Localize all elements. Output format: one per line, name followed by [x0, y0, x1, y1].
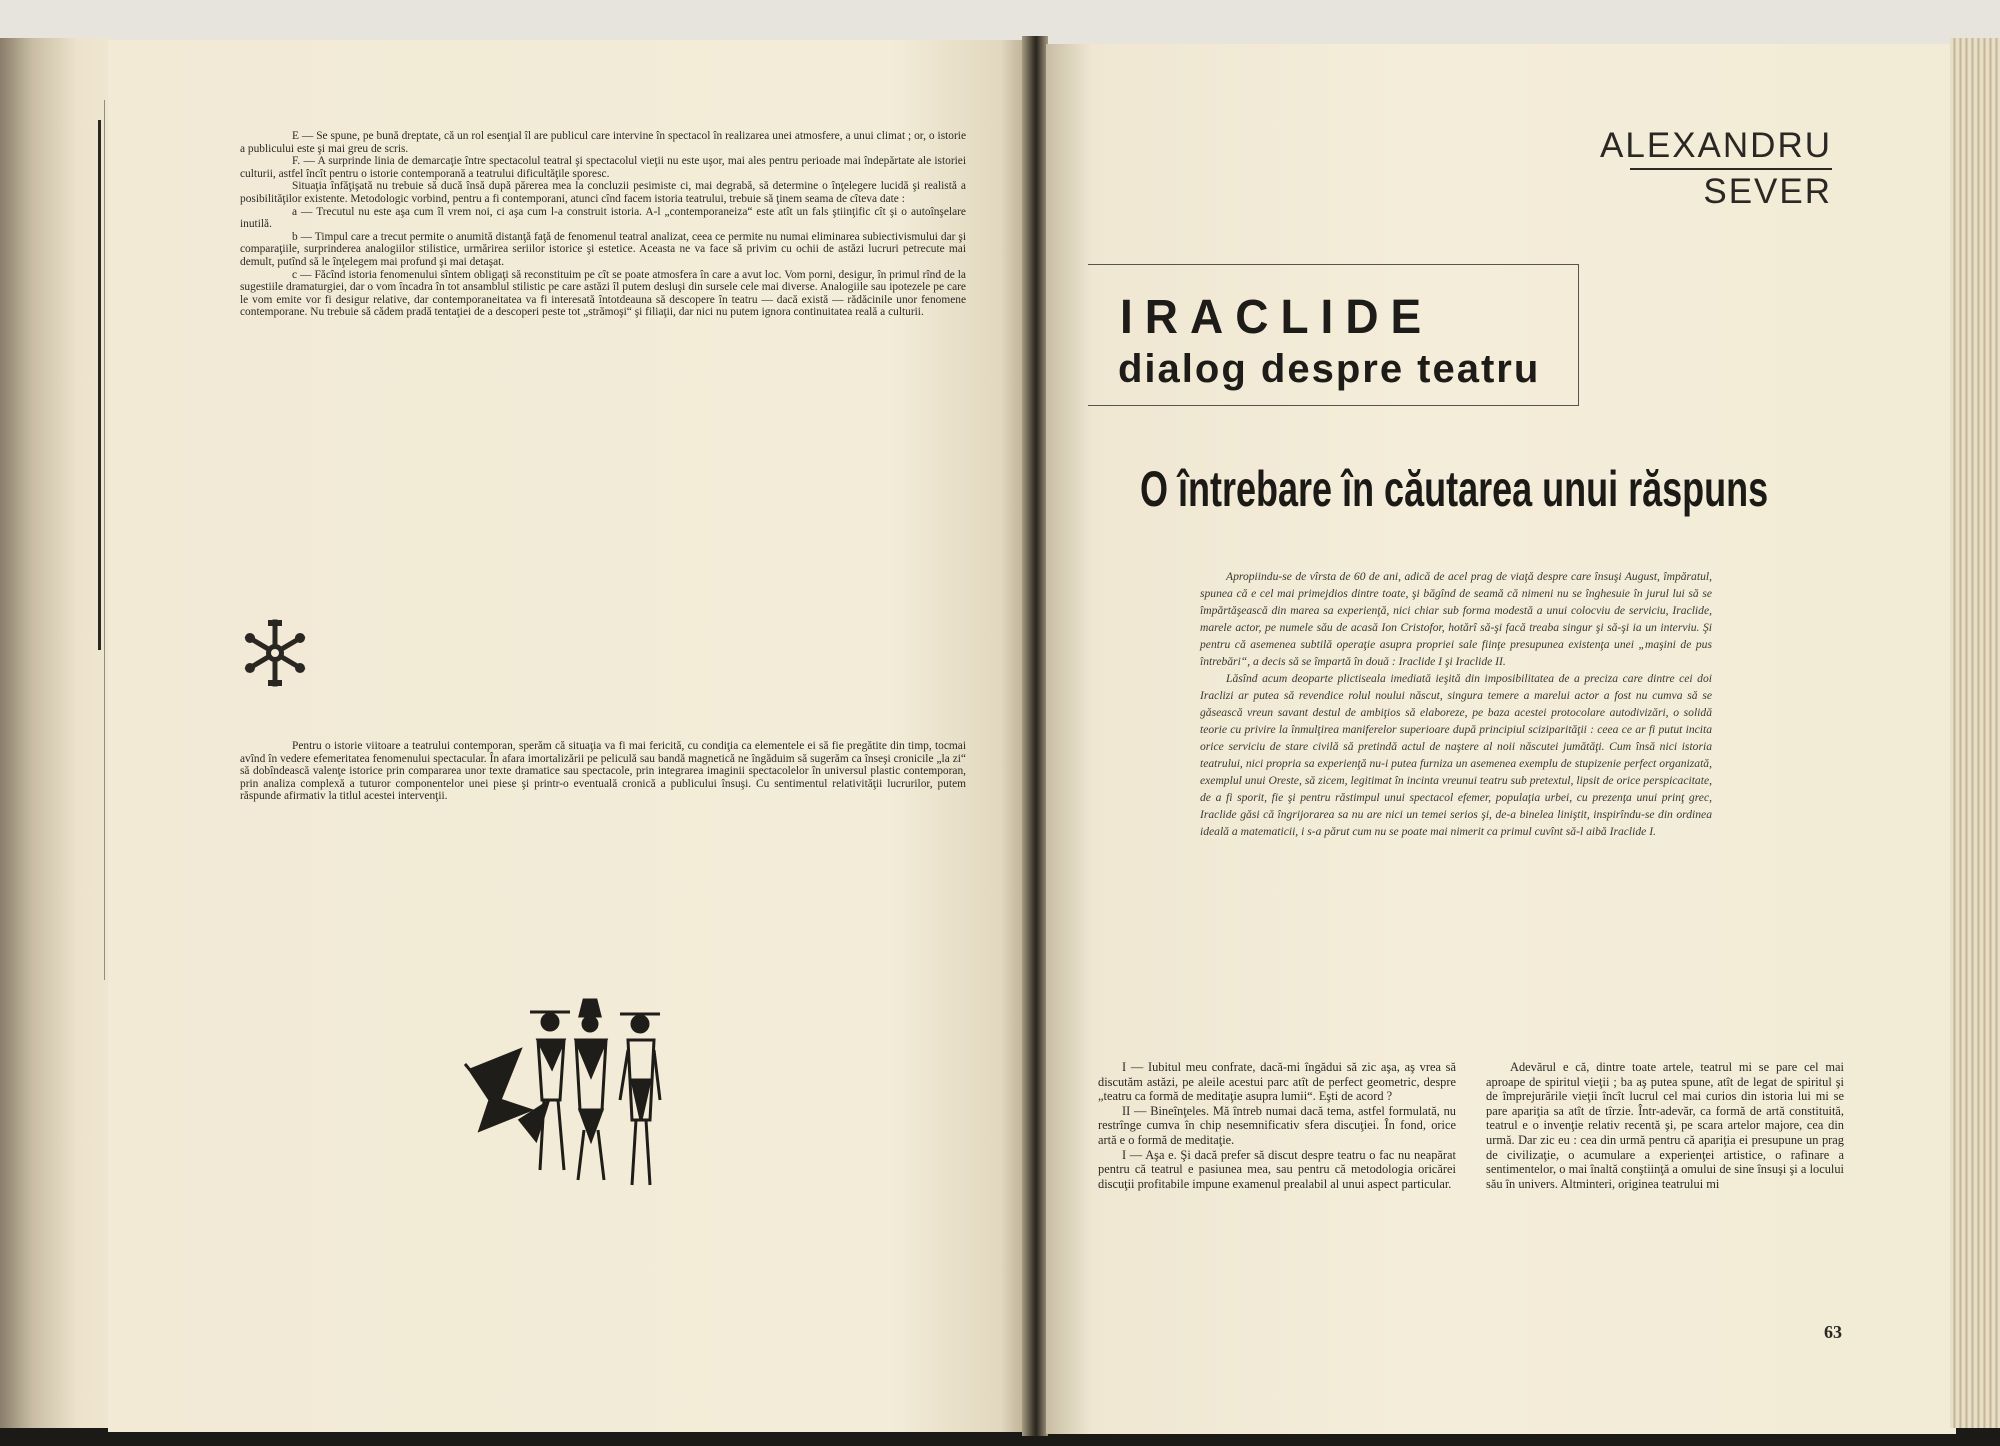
intro-italic	[1200, 568, 1712, 840]
author-rule	[1630, 168, 1832, 170]
author-last-name: SEVER	[1703, 172, 1832, 211]
section-headline: O întrebare în căutarea unui răspuns	[1140, 461, 1769, 517]
left-text-block-bottom	[240, 740, 966, 803]
title-box	[1088, 264, 1579, 406]
piece-title: IRACLIDE	[1120, 288, 1434, 344]
margin-rule	[98, 120, 101, 650]
left-page-edges	[0, 38, 110, 1428]
dialog-line: II — Bineînţeles. Mă întreb numai dacă tema, astfel formulată, nu restrînge cumva în chip nesemnificativ sfera discuţiei. În fond, orice artă e o formă de meditaţie.	[1098, 1103, 1456, 1147]
dialog-line: Adevărul e că, dintre toate artele, teatrul mi se pare cel mai aproape de spiritul vieţii ; ba aş putea spune, atît de legat de spiritul şi de împrejurările vieţii încît lucrul cel mai curios din istoria lui mi se pare apariţia sa atît de tîrzie. Într-adevăr, ca formă de artă constituită, teatrul e o invenţie relativ recentă şi, pe scara artelor majore, cea din urmă. Dar zic eu : cea din urmă pentru că apariţia ei presupune un prag de civilizaţie, o acumulare a experienţei artistice, o rafinare a sentimentelor, o mai înaltă conştiinţă a omului de sine însuşi şi a locului său în univers. Altminteri, originea teatrului mi	[1486, 1060, 1844, 1191]
left-paragraph: F. — A surprinde linia de demarcaţie între spectacolul teatral şi spectacolul vieţii nu este uşor, mai ales pentru perioade mai îndepărtate ale istoriei culturii, astfel încît pentru o istorie contemporană a teatrului dificultăţile sporesc.	[240, 155, 966, 180]
piece-subtitle: dialog despre teatru	[1118, 347, 1541, 391]
left-paragraph: E — Se spune, pe bună dreptate, că un rol esenţial îl are publicul care intervine în spectacol în realizarea unei atmosfere, a unui climat ; or, o istorie a publicului este şi mai greu de scris.	[240, 130, 966, 155]
snowflake-ornament-icon	[240, 618, 310, 688]
dialog-line: I — Aşa e. Şi dacă prefer să discut despre teatru o fac nu neapărat pentru că teatrul e pasiunea mea, sau pentru că metodologia oricărei discuţii profitabile impune examenul prealabil al unui aspect particular.	[1098, 1147, 1456, 1191]
intro-paragraph: Lăsînd acum deoparte plictiseala imediată ieşită din imposibilitatea de a preciza care dintre cei doi Iraclizi ar putea să revendice rolul noului născut, singura temere a marelui actor a fost nu cumva să se găsească vreun savant destul de ambiţios să elaboreze, pe baza acestei protocolare autodivizări, o solidă teorie cu privire la înmulţirea maniferelor superioare după principiul sciziparităţii : ceea ce ar fi putut incita orice serviciu de stare civilă să pretindă actul de naştere al noii născutei jumătăţi. Cum însă nici istoria teatrului, nici propria sa experienţă nu-i putea furniza un asemenea exemplu de stupizenie perfect organizată, exemplul unui Oreste, să zicem, legitimat în incinta vreunui teatru sub pretextul, lipsit de orice perspicacitate, de a fi sporit, fie şi pentru răstimpul unui spectacol efemer, populaţia urbei, cu prezenţa unui prinţ grec, Iraclide găsi că îngrijorarea sa nu are nici un temei serios şi, de-a binelea liniştit, inspirîndu-se din ordinea ideală a matematicii, i s-a părut cum nu se poate mai nimerit ca primul cuvînt să-l aibă Iraclide I.	[1200, 672, 1712, 838]
book-gutter	[1022, 36, 1048, 1436]
author-first-name: ALEXANDRU	[1600, 126, 1832, 165]
left-paragraph: c — Făcînd istoria fenomenului sîntem obligaţi să reconstituim pe cît se poate atmosfera în care a avut loc. Vom porni, desigur, în primul rînd de la sugestiile dramaturgiei, dar o vom încadra în tot ansamblul stilistic pe care astăzi îl putem desluşi din sursele cele mai diverse. Analogiile sau ipotezele pe care le vom emite vor fi desigur relative, dar contemporaneitatea va fi interesată întotdeauna să descopere în teatru — dacă există — rădăcinile unor fenomene contemporane. Nu trebuie să cădem pradă tentaţiei de a descoperi peste tot „strămoşi“ şi filiaţii, dar nici nu putem ignora continuitatea reală a culturii.	[240, 268, 966, 319]
left-paragraph: b — Timpul care a trecut permite o anumită distanţă faţă de fenomenul teatral analizat, ceea ce permite nu numai eliminarea subiectivismului dar şi comparaţiile, surprinderea analogiilor stilistice, urmărirea seriilor istorice şi estetice. Aceasta ne va face să privim cu ochii de astăzi lucruri petrecute mai demult, putînd să le înţelegem mai profund şi mai detaşat.	[240, 230, 966, 268]
dialog-line: I — Iubitul meu confrate, dacă-mi îngădui să zic aşa, aş vrea să discutăm astăzi, pe aleile acestui parc atît de perfect geometric, despre „teatru ca formă de meditaţie asupra lumii“. Eşti de acord ?	[1098, 1060, 1456, 1104]
left-text-block-top	[240, 130, 966, 319]
dialog-column-2	[1486, 1060, 1844, 1191]
right-page-edges	[1950, 38, 2000, 1428]
margin-rule-thin	[104, 100, 105, 980]
harlequin-figures-illustration	[460, 990, 710, 1190]
left-paragraph: Situaţia înfăţişată nu trebuie să ducă însă după părerea mea la concluzii pesimiste ci, mai degrabă, să determine o înţelegere lucidă şi realistă a posibilităţilor existente. Metodologic vorbind, pentru a fi contemporani, atunci cînd facem istoria teatrului, trebuie să ţinem seama de cîteva date :	[240, 180, 966, 205]
scanner-background	[0, 0, 2000, 44]
left-paragraph-bottom: Pentru o istorie viitoare a teatrului contemporan, sperăm că situaţia va fi mai fericită, cu condiţia ca elementele ei să fie pregătite din timp, tocmai avînd în vedere efemeritatea fenomenului spectacular. În afara imortalizării pe peliculă sau bandă magnetică ne îngăduim să sugerăm ca înseşi cronicile „la zi“ să dobîndească valenţe istorice prin compararea unor texte dramatice sau spectacole, prin integrarea imaginii spectacolelor în universul plastic contemporan, prin analiza complexă a tuturor componentelor unei piese şi printr-o eventuală cronică a publicului însuşi. Cu sentimentul relativităţii lucrurilor, putem răspunde afirmativ la titlul acestei intervenţii.	[240, 740, 966, 803]
page-number: 63	[1824, 1322, 1842, 1342]
left-paragraph: a — Trecutul nu este aşa cum îl vrem noi, ci aşa cum l-a construit istoria. A-l „contemporaneiza“ este atît un fals ştiinţific cît şi o autoînşelare inutilă.	[240, 205, 966, 231]
intro-paragraph: Apropiindu-se de vîrsta de 60 de ani, adică de acel prag de viaţă despre care însuşi August, împăratul, spunea că e cel mai primejdios dintre toate, şi băgînd de seamă că nimeni nu se înghesuie în jurul lui să se împărtăşească din marea sa experienţă, nici chiar sub forma modestă a unui colocviu de serviciu, Iraclide, marele actor, pe numele său de acasă Ion Cristofor, hotărî să-şi facă treaba singur şi să-şi ia un interviu. Şi pentru că asemenea subtilă operaţie asupra propriei sale fiinţe presupunea existenţa unei „maşini de pus întrebări“, a decis să se împartă în două : Iraclide I şi Iraclide II.	[1200, 570, 1712, 668]
dialog-column-1	[1098, 1060, 1456, 1191]
author-name	[1600, 126, 1832, 212]
